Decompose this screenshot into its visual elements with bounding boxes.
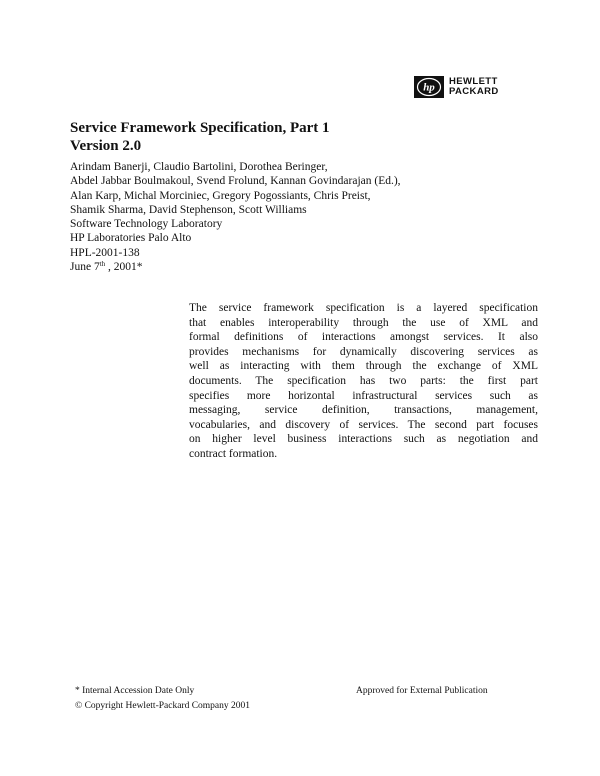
abstract-line: documents. The specification has two parts: the first part xyxy=(189,374,538,387)
logo-line-1: HEWLETT xyxy=(449,76,498,87)
author-line-1: Arindam Banerji, Claudio Bartolini, Dorothea Beringer, xyxy=(70,161,328,173)
date-suffix: , 2001* xyxy=(108,261,143,274)
logo-line-2: PACKARD xyxy=(449,86,499,97)
hp-logo-wordmark xyxy=(449,77,499,97)
abstract-line: well as interacting with them through the exchange of XML xyxy=(189,360,538,373)
title-version: Version 2.0 xyxy=(70,138,142,154)
abstract-line: formal definitions of interactions amongst services. It also xyxy=(189,331,538,344)
org-name: HP Laboratories Palo Alto xyxy=(70,232,192,245)
document-title xyxy=(70,119,330,155)
date-prefix: June 7 xyxy=(70,261,100,274)
abstract xyxy=(189,301,538,462)
abstract-line: provides mechanisms for dynamically discovering services as xyxy=(189,345,538,358)
abstract-line: vocabularies, and discovery of services. The second part focuses xyxy=(189,418,538,431)
report-date xyxy=(70,260,401,274)
author-block xyxy=(70,160,401,274)
abstract-line: The service framework specification is a layered specification xyxy=(189,302,538,314)
title-line-1: Service Framework Specification, Part 1 xyxy=(70,120,330,136)
hp-logo-icon xyxy=(414,76,444,98)
accession-note: * Internal Accession Date Only xyxy=(75,686,195,696)
hp-logo xyxy=(414,76,499,98)
abstract-line: contract formation. xyxy=(189,447,278,460)
author-line-3: Alan Karp, Michal Morciniec, Gregory Pogossiants, Chris Preist, xyxy=(70,189,371,202)
abstract-line: messaging, service definition, transactions, management, xyxy=(189,404,538,417)
author-line-2: Abdel Jabbar Boulmakoul, Svend Frolund, Kannan Govindarajan (Ed.), xyxy=(70,175,401,188)
abstract-line: that enables interoperability through the use of XML and xyxy=(189,316,538,329)
copyright-note: © Copyright Hewlett-Packard Company 2001 xyxy=(75,701,251,711)
lab-name: Software Technology Laboratory xyxy=(70,218,223,231)
footer-notes xyxy=(75,684,250,714)
abstract-line: specifies more horizontal infrastructural services such as xyxy=(189,389,538,402)
abstract-line: on higher level business interactions such as negotiation and xyxy=(189,433,538,446)
author-line-4: Shamik Sharma, David Stephenson, Scott Williams xyxy=(70,203,307,216)
svg-text:hp: hp xyxy=(423,81,435,94)
date-superscript: th xyxy=(99,260,106,269)
approval-note: Approved for External Publication xyxy=(356,686,488,696)
report-number: HPL-2001-138 xyxy=(70,246,140,259)
